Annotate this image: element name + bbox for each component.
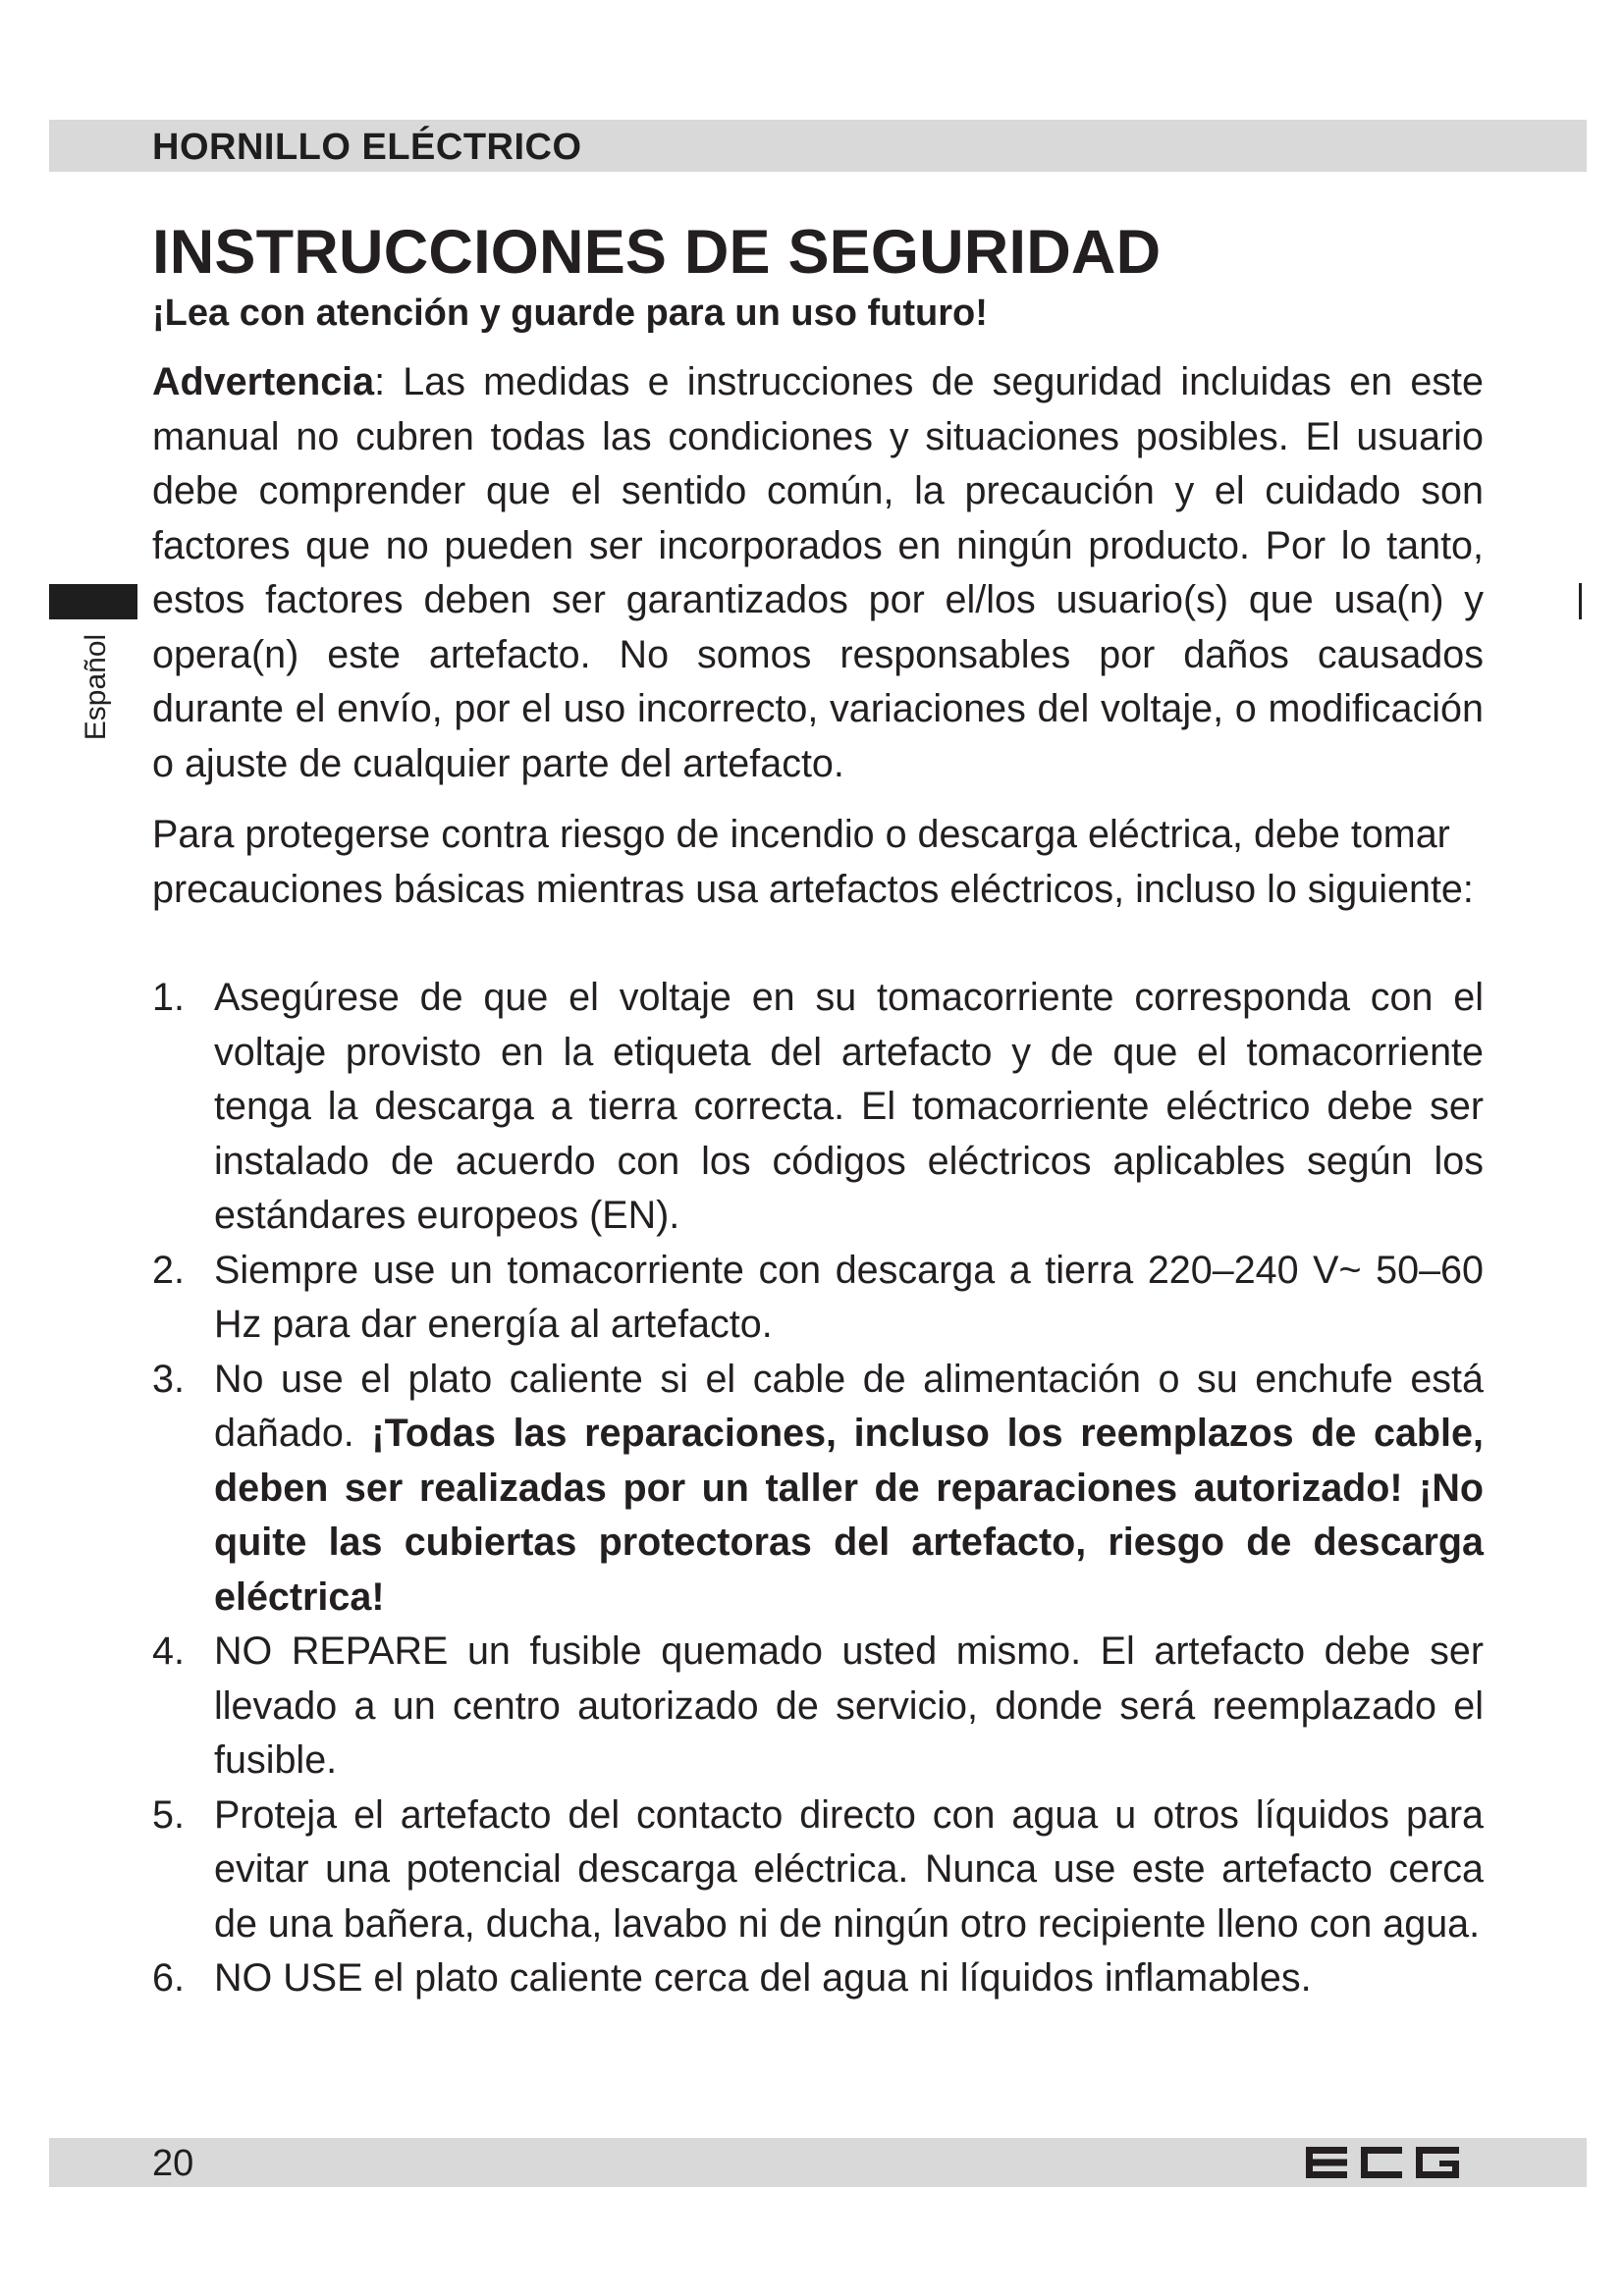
list-number: 4. (152, 1629, 185, 1673)
list-number: 2. (152, 1248, 185, 1292)
list-item-text: NO USE el plato caliente cerca del agua ni líquidos inflamables. (214, 1956, 1312, 2000)
language-label-text: Español (80, 633, 112, 741)
list-number: 5. (152, 1792, 185, 1837)
list-number: 3. (152, 1357, 185, 1401)
language-tab-marker (49, 584, 137, 619)
intro-paragraph: Para protegerse contra riesgo de incendio o descarga eléctrica, debe tomar precauciones básicas mientras usa artefactos eléctricos, incluso lo siguiente: (152, 813, 1474, 911)
header-title: HORNILLO ELÉCTRICO (152, 127, 582, 168)
list-item-text: Siempre use un tomacorriente con descarga a tierra 220–240 V~ 50–60 Hz para dar energía al artefacto. (214, 1248, 1484, 1346)
page-title: INSTRUCCIONES DE SEGURIDAD (152, 218, 1162, 287)
warning-label: Advertencia (152, 360, 375, 403)
list-item (152, 1625, 1484, 1789)
ecg-logo (1304, 2144, 1461, 2181)
page-number: 20 (152, 2143, 194, 2184)
list-item (152, 1789, 1484, 1952)
list-item-text: Proteja el artefacto del contacto directo con agua u otros líquidos para evitar una potencial descarga eléctrica. Nunca use este artefacto cerca de una bañera, ducha, lavabo ni de ningún otro recipiente lleno con agua. (214, 1792, 1484, 1946)
list-item-text: No use el plato caliente si el cable de alimentación o su enchufe está dañado. (214, 1357, 1484, 1455)
warning-text: : Las medidas e instrucciones de seguridad incluidas en este manual no cubren todas las condiciones y situaciones posibles. El usuario debe comprender que el sentido común, la precaución y el cuidado son factores que no pueden ser incorporados en ningún producto. Por lo tanto, estos factores deben ser garantizados por el/los usuario(s) que usa(n) y opera(n) este artefacto. No somos responsables por daños causados durante el envío, por el uso incorrecto, variaciones del voltaje, o modificación o ajuste de cualquier parte del artefacto. (152, 360, 1484, 785)
list-item-warning: ¡Todas las reparaciones, incluso los reemplazos de cable, deben ser realizadas por un taller de reparaciones autorizado! ¡No quite las cubiertas protectoras del artefacto, riesgo de descarga eléctrica! (214, 1412, 1484, 1619)
list-number: 1. (152, 976, 185, 1019)
list-item-text: Asegúrese de que el voltaje en su tomacorriente corresponda con el voltaje provisto en la etiqueta del artefacto y de que el tomacorriente tenga la descarga a tierra correcta. El tomacorriente eléctrico debe ser instalado de acuerdo con los códigos eléctricos aplicables según los estándares europeos (EN). (214, 976, 1484, 1237)
list-item (152, 1353, 1484, 1626)
list-item (152, 971, 1484, 1244)
edge-mark (1579, 583, 1582, 619)
list-item-text: NO REPARE un fusible quemado usted mismo. El artefacto debe ser llevado a un centro autorizado de servicio, donde será reemplazado el fusible. (214, 1629, 1484, 1782)
list-number: 6. (152, 1956, 185, 2000)
page-subtitle: ¡Lea con atención y guarde para un uso futuro! (152, 293, 988, 334)
list-item (152, 1244, 1484, 1353)
safety-instructions-list (152, 971, 1484, 2006)
list-item (152, 1951, 1484, 2006)
warning-paragraph (152, 355, 1484, 791)
